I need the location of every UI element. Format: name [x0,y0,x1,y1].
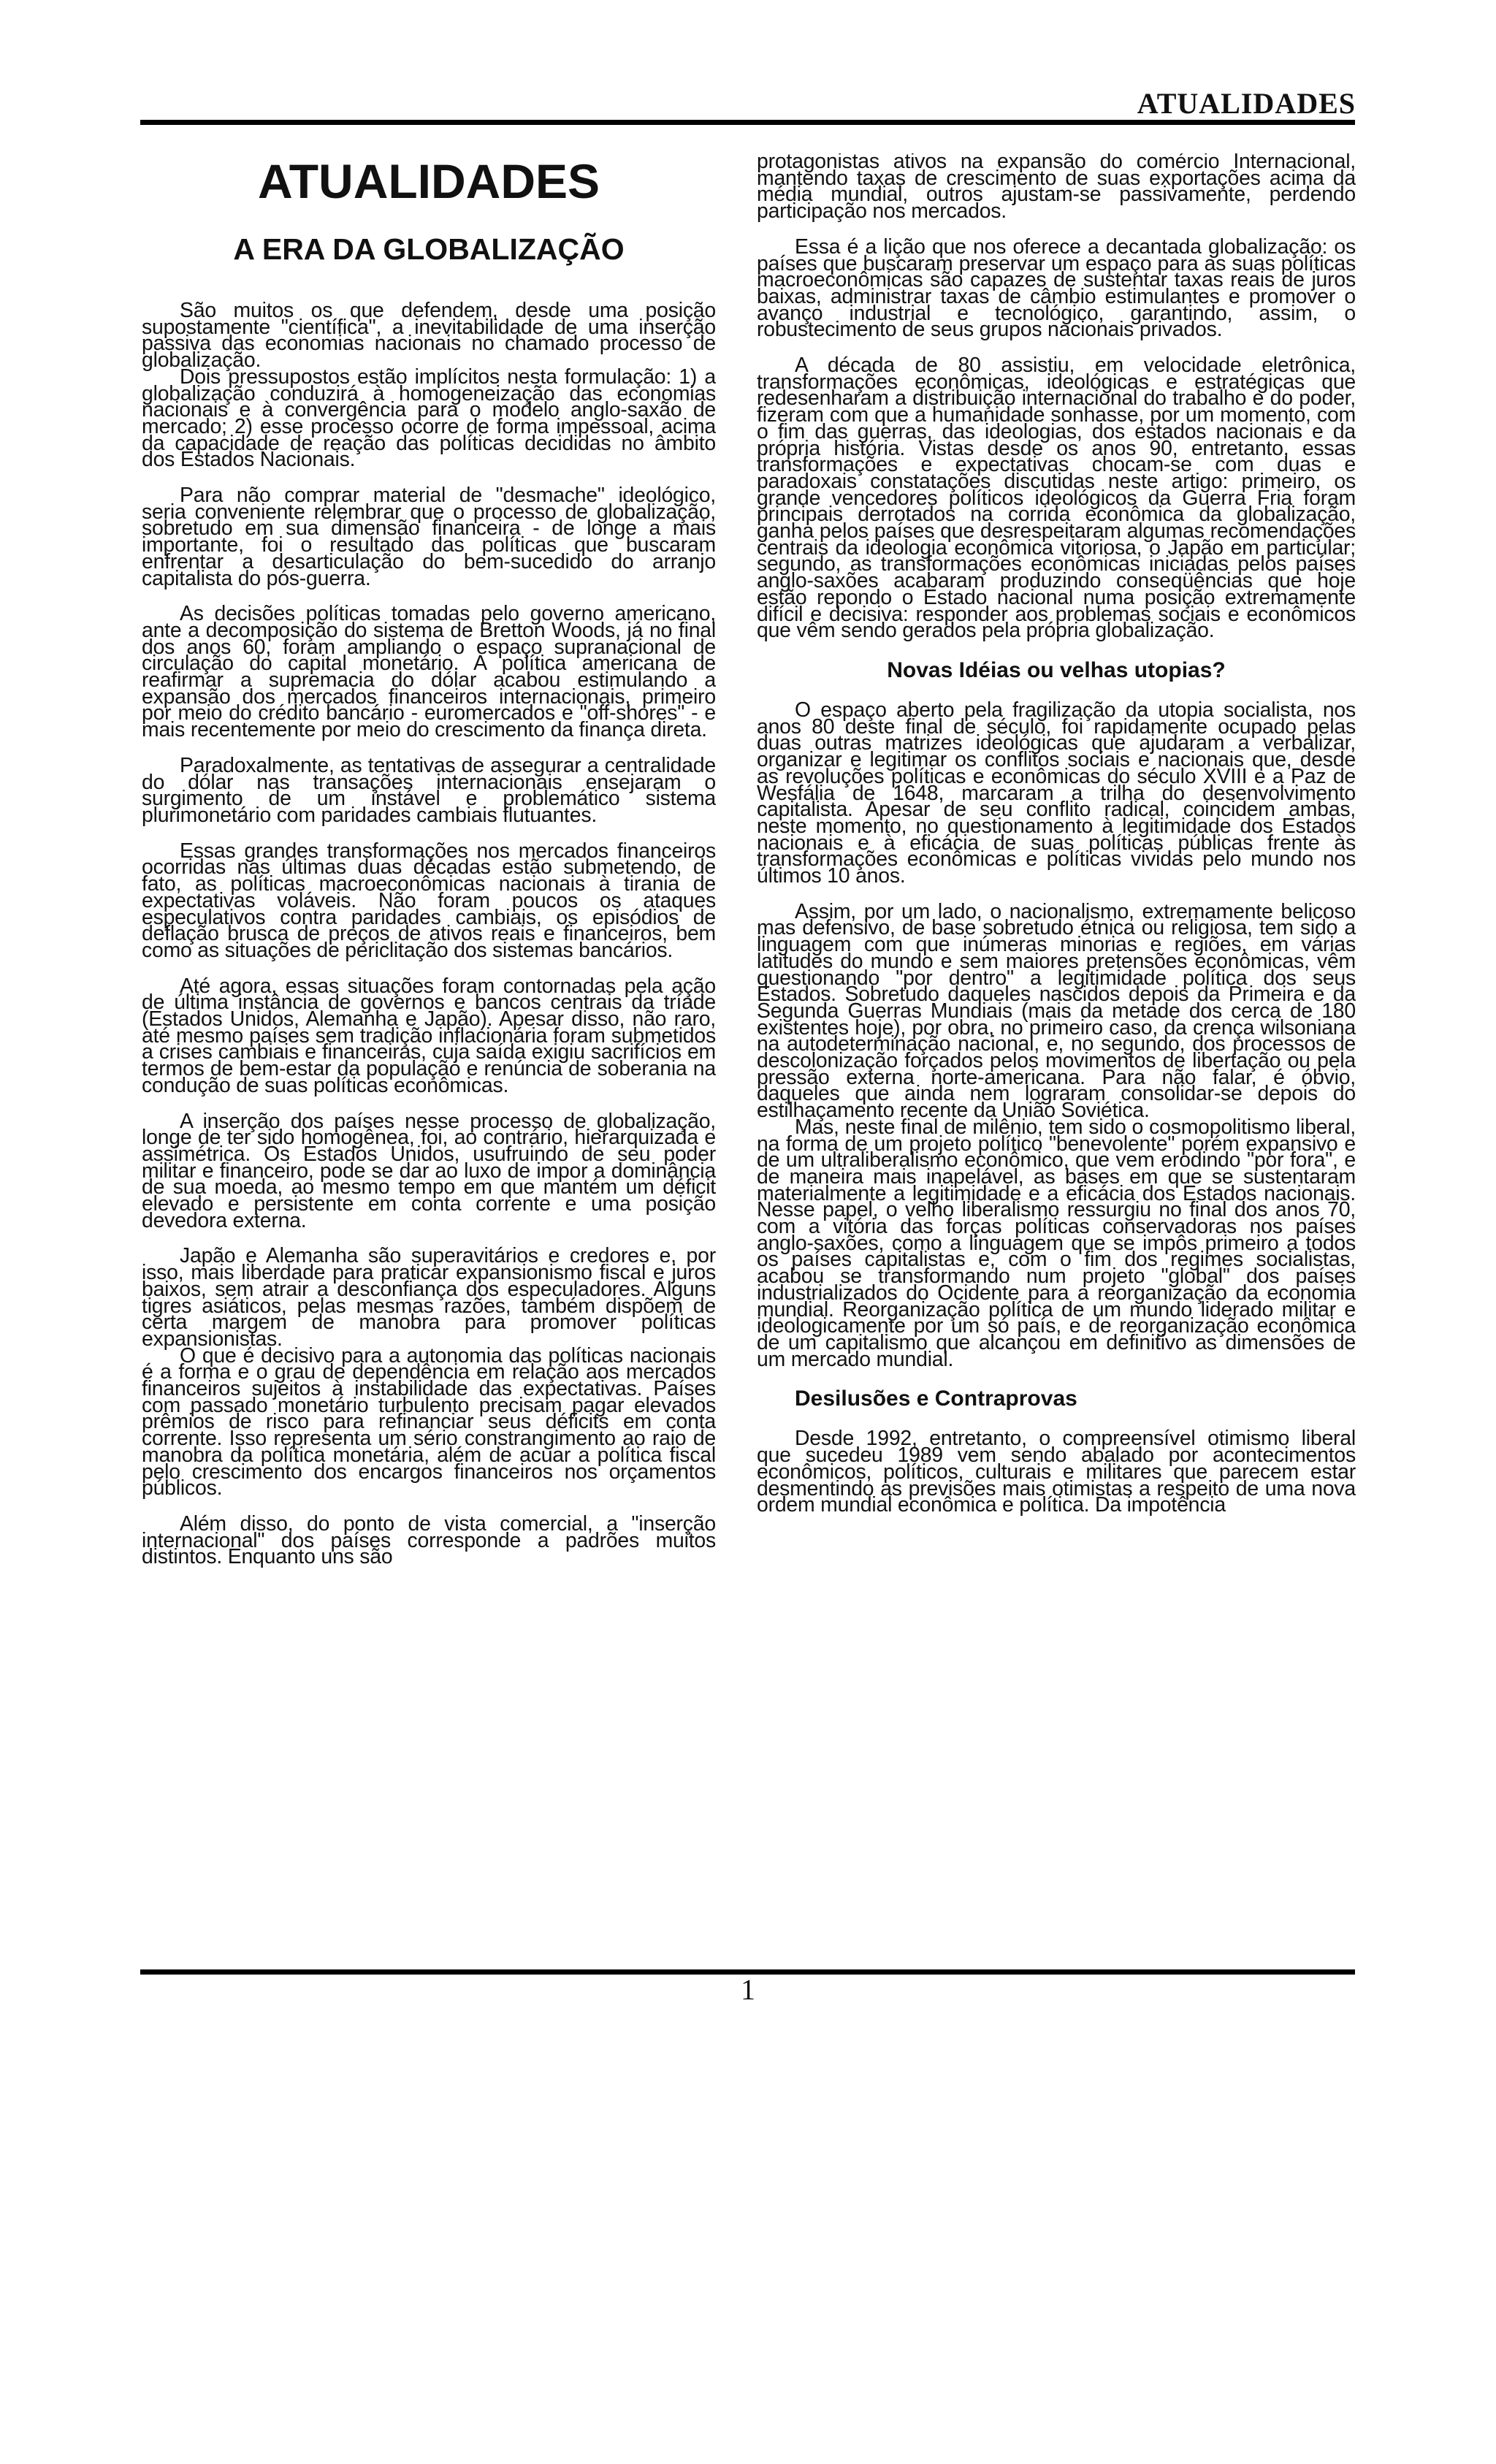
paragraph: Essa é a lição que nos oferece a decantada globalização: os países que buscaram preservar um espaço para as suas políticas macroeconômicas são capazes de sustentar taxas reais de juros baixas, administrar taxas de câmbio estimulantes e promover o avanço industrial e tecnológico, garantindo, assim, o robustecimento de seus grupos nacionais privados. [757,234,1356,342]
left-column [142,152,716,1967]
paragraph: Mas, neste final de milênio, tem sido o cosmopolitismo liberal, na forma de um projeto político "benevolente" porém expansivo e de um ultraliberalismo econômico, que vem erodindo "por fora", e de maneira mais inapelável, as bases em que se sustentaram materialmente a legitimidade e a eficácia dos Estados nacionais. Nesse papel, o velho liberalismo ressurgiu no final dos anos 70, com a vitória das forças políticas conservadoras nos países anglo-saxões, como a linguagem que se impôs primeiro a todos os países capitalistas e, com o fim dos regimes socialistas, acabou se transformando num projeto "global" dos países industrializados do Ocidente para a reorganização da economia mundial. Reorganização política de um mundo liderado militar e ideologicamente por um só país, e de reorganização econômica de um capitalismo que alcançou em definitivo as dimensões de um mercado mundial. [757,1115,1356,1371]
paragraph: Essas grandes transformações nos mercados financeiros ocorridas nas últimas duas décadas estão submetendo, de fato, as políticas macroeconômicas nacionais à tirania de expectativas voláveis. Não foram poucos os ataques especulativos contra paridades cambiais, os episódios de deflação brusca de preços de ativos reais e financeiros, bem como as situações de periclitação dos sistemas bancários. [142,839,716,962]
paragraph: O espaço aberto pela fragilização da utopia socialista, nos anos 80 deste final de século, foi rapidamente ocupado pelas duas outras matrizes ideológicas que ajudaram a verbalizar, organizar e legitimar os conflitos sociais e nacionais que, desde as revoluções políticas e econômicas do século XVIII e a Paz de Wesfália de 1648, marcaram a trilha do desenvolvimento capitalista. Apesar de seu conflito radical, coincidem ambas, neste momento, no questionamento à legitimidade dos Estados nacionais e à eficácia de suas políticas públicas frente às transformações econômicas e políticas vividas pelo mundo nos últimos 10 anos. [757,698,1356,888]
section-heading: Novas Idéias ou velhas utopias? [887,657,1226,682]
paragraph: Até agora, essas situações foram contornadas pela ação de última instância de governos e bancos centrais da tríade (Estados Unidos, Alemanha e Japão). Apesar disso, não raro, até mesmo países sem tradição inflacionária foram submetidos a crises cambiais e financeiras, cuja saída exigiu sacrifícios em termos de bem-estar da população e renúncia de soberania na condução de suas políticas econômicas. [142,974,716,1097]
paragraph: Para não comprar material de "desmache" ideológico, seria conveniente relembrar que o processo de globalização, sobretudo em sua dimensão financeira - de longe a mais importante, foi o resultado das políticas que buscaram enfrentar a desarticulação do bem-sucedido do arranjo capitalista do pós-guerra. [142,484,716,590]
paragraph: São muitos os que defendem, desde uma posição supostamente "científica", a inevitabilidade de uma inserção passiva das economias nacionais no chamado processo de globalização. [142,299,716,373]
paragraph: A inserção dos países nesse processo de globalização, longe de ter sido homogênea, foi, ao contrário, hierarquizada e assimétrica. Os Estados Unidos, usufruindo de seu poder militar e financeiro, pode se dar ao luxo de impor a dominância de sua moeda, ao mesmo tempo em que mantém um déficit elevado e persistente em conta corrente e uma posição devedora externa. [142,1109,716,1232]
paragraph: Além disso, do ponto de vista comercial, a "inserção internacional" dos países corresponde a padrões muitos distintos. Enquanto uns são [142,1512,716,1569]
paragraph: A década de 80 assistiu, em velocidade eletrônica, transformações econômicas, ideológicas e estratégicas que redesenharam a distribuição internacional do trabalho e do poder, fizeram com que a humanidade sonhasse, por um momento, com o fim das guerras, das ideologias, dos estados nacionais e da própria história. Vistas desde os anos 90, entretanto, essas transformações e expectativas chocam-se com duas e paradoxais constatações discutidas neste artigo: primeiro, os grande vencedores políticos ideológicos da Guerra Fria foram principais derrotados na corrida econômica da globalização, ganha pelos países que desrespeitaram algumas recomendações centrais da ideologia econômica vitoriosa, o Japão em particular; segundo, as transformações econômicas iniciadas pelos países anglo-saxões acabaram produzindo conseqüências que hoje estão repondo o Estado nacional numa posição extremamente difícil e decisiva: responder aos problemas sociais e econômicos que vêm sendo gerados pela própria globalização. [757,354,1356,643]
running-header: ATUALIDADES [1137,87,1356,120]
document-title: ATUALIDADES [257,154,600,208]
paragraph: Assim, por um lado, o nacionalismo, extremamente belicoso mas defensivo, de base sobretudo étnica ou religiosa, tem sido a linguagem com que inúmeras minorias e regiões, em várias latitudes do mundo e sem maiores pretensões econômicas, vêm questionando "por dentro" a legitimidade política dos seus Estados. Sobretudo daqueles nascidos depois da Primeira e da Segunda Guerras Mundiais (mais da metade dos cerca de 180 existentes hoje), por obra, no primeiro caso, da crença wilsoniana na autodeterminação nacional, e, no segundo, dos processos de descolonização forçados pelos movimentos de libertação ou pela pressão externa norte-americana. Para não falar, é óbvio, daqueles que ainda nem lograram consolidar-se depois do estilhaçamento recente da União Soviética. [757,899,1356,1123]
paragraph: Dois pressupostos estão implícitos nesta formulação: 1) a globalização conduzirá à homogeneização das economias nacionais e à convergência para o modelo anglo-saxão de mercado; 2) esse processo ocorre de forma impessoal, acima da capacidade de reação das políticas decididas no âmbito dos Estados Nacionais. [142,365,716,472]
paragraph: Paradoxalmente, as tentativas de assegurar a centralidade do dólar nas transações internacionais ensejaram o surgimento de um instável e problemático sistema plurimonetário com paridades cambiais flutuantes. [142,753,716,827]
paragraph: protagonistas ativos na expansão do comércio Internacional, mantendo taxas de crescimento de suas exportações acima da média mundial, outros ajustam-se passivamente, perdendo participação nos mercados. [757,153,1356,224]
paragraph: As decisões políticas tomadas pelo governo americano, ante a decomposição do sistema de Bretton Woods, já no final dos anos 60, foram ampliando o espaço supranacional de circulação do capital monetário. A política americana de reafirmar a supremacia do dólar acabou estimulando a expansão dos mercados financeiros internacionais, primeiro por meio do crédito bancário - euromercados e "off-shores" - e mais recentemente por meio do crescimento da finança direta. [142,602,716,742]
right-column [757,153,1356,1968]
page-number: 1 [741,1973,755,2006]
paragraph: O que é decisivo para a autonomia das políticas nacionais é a forma e o grau de dependência em relação aos mercados financeiros sujeitos à instabilidade das expectativas. Países com passado monetário turbulento precisam pagar elevados prêmios de risco para refinanciar seus déficits em conta corrente. Isso representa um sério constrangimento ao raio de manobra da política monetária, além de acuar a política fiscal pelo crescimento dos encargos financeiros nos orçamentos públicos. [142,1343,716,1500]
article-subtitle: A ERA DA GLOBALIZAÇÃO [233,232,625,266]
paragraph: Desde 1992, entretanto, o compreensível otimismo liberal que sucedeu 1989 vem sendo abalado por acontecimentos econômicos, políticos, culturais e militares que parecem estar desmentindo as previsões mais otimistas a respeito de uma nova ordem mundial econômica e política. Da impotência [757,1427,1356,1517]
top-rule [140,120,1355,125]
paragraph: Japão e Alemanha são superavitários e credores e, por isso, mais liberdade para praticar expansionismo fiscal e juros baixos, sem atrair a desconfiança dos especuladores. Alguns tigres asiáticos, pelas mesmas razões, também dispõem de certa margem de manobra para promover políticas expansionistas. [142,1244,716,1351]
section-heading: Desilusões e Contraprovas [795,1387,1077,1411]
